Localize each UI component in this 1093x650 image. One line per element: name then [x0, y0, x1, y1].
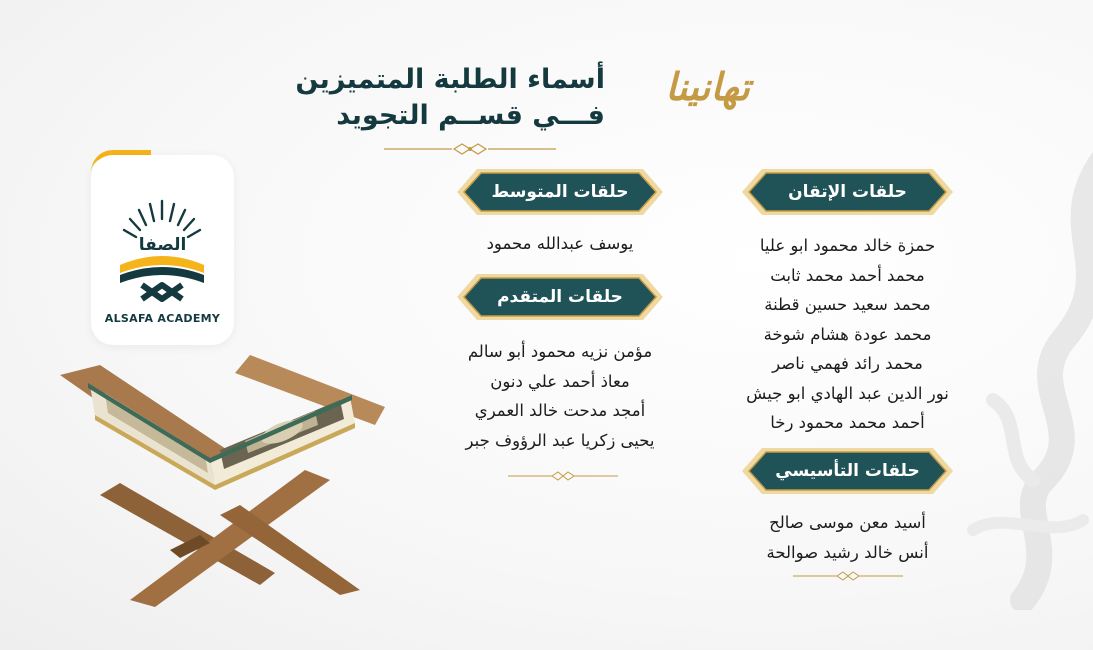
ornament-divider [793, 570, 903, 582]
mutaqaddim-names-list [430, 337, 690, 455]
tasisi-names-list [720, 508, 975, 567]
quran-stand-image [60, 345, 390, 610]
banner-mutawassit [455, 165, 665, 219]
page-title [295, 62, 605, 134]
congratulations-calligraphy: تهانينا [665, 64, 750, 109]
ornament-divider [508, 470, 618, 482]
list-item: أمجد مدحت خالد العمري [474, 401, 646, 420]
banner-mutaqaddim-label: حلقات المتقدم [497, 287, 623, 307]
logo-academy-name: ALSAFA ACADEMY [104, 312, 221, 325]
banner-itqan [740, 165, 955, 219]
banner-tasisi-label: حلقات التأسيسي [775, 461, 920, 481]
list-item: أنس خالد رشيد صوالحة [766, 542, 929, 562]
list-item: معاذ أحمد علي دنون [490, 371, 630, 391]
list-item: محمد أحمد محمد ثابت [770, 265, 925, 285]
list-item: محمد رائد فهمي ناصر [772, 354, 923, 373]
list-item: نور الدين عبد الهادي ابو جيش [746, 383, 949, 403]
itqan-names-list [720, 231, 975, 438]
list-item: مؤمن نزيه محمود أبو سالم [467, 342, 653, 361]
logo-arabic-name: الصفا [138, 235, 187, 255]
title-ornament-divider [382, 142, 558, 156]
header [295, 58, 790, 168]
list-item: حمزة خالد محمود ابو عليا [759, 236, 936, 255]
list-item: أسيد معن موسى صالح [769, 513, 926, 532]
mutawassit-names-list [440, 229, 680, 259]
list-item: أحمد محمد محمود رخا [770, 413, 925, 432]
title-line-2: فـــي قســم التجويد [336, 100, 605, 131]
academy-logo-card [91, 155, 234, 345]
banner-tasisi [740, 444, 955, 498]
list-item: محمد عودة هشام شوخة [763, 324, 932, 344]
banner-mutaqaddim [455, 270, 665, 324]
banner-mutawassit-label: حلقات المتوسط [491, 182, 629, 202]
banner-itqan-label: حلقات الإتقان [788, 182, 907, 202]
list-item: يوسف عبدالله محمود [486, 234, 634, 253]
title-line-1: أسماء الطلبة المتميزين [295, 64, 605, 95]
list-item: يحيى زكريا عبد الرؤوف جبر [465, 430, 655, 450]
list-item: محمد سعيد حسين قطنة [764, 295, 931, 314]
